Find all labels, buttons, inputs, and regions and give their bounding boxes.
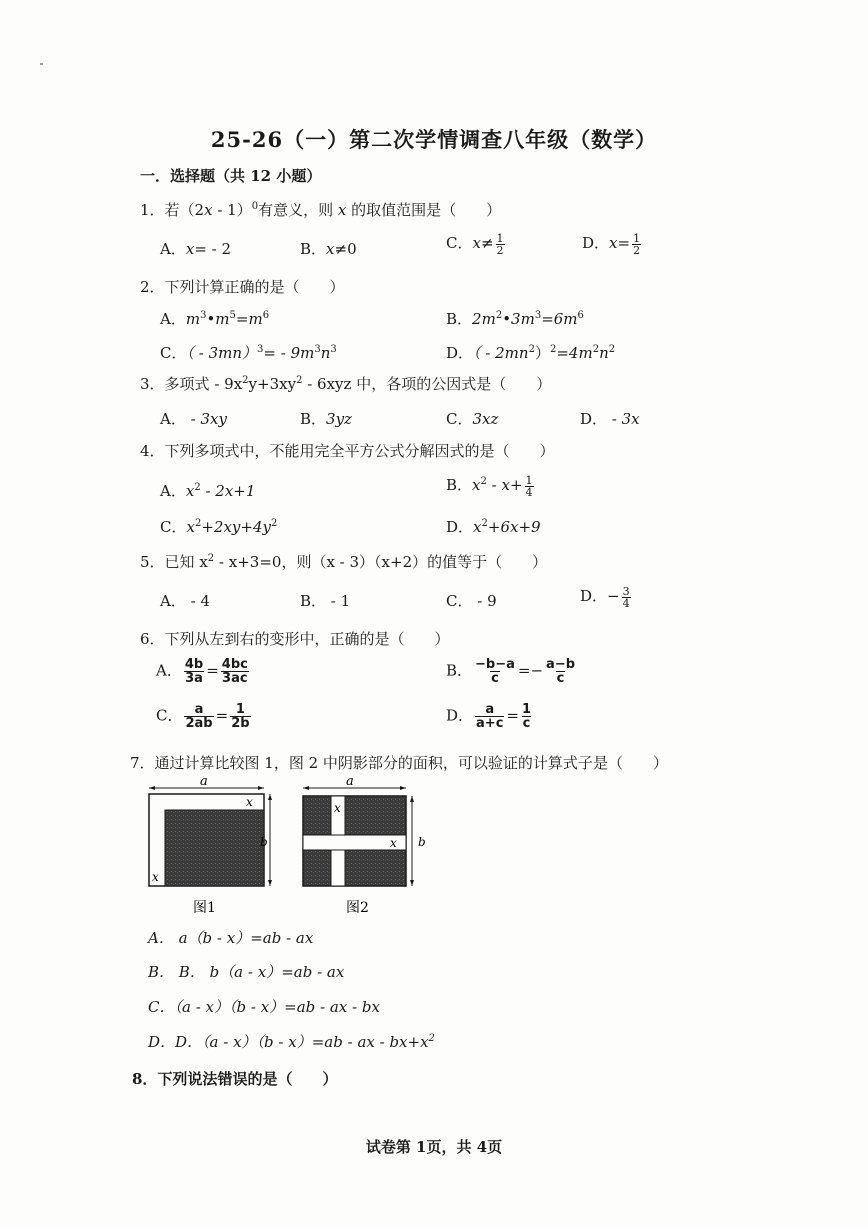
fig2-arrow-right: [400, 786, 406, 790]
fig2-caption: 图2: [346, 900, 369, 916]
q6-option-a[interactable]: A． $\frac{4b}{3a}$ = $\frac{4bc}{3ac}$: [156, 657, 248, 686]
q3-option-d[interactable]: D． - 3x: [580, 410, 640, 428]
q6-option-d[interactable]: D． $\frac{a}{a+c}$ = $\frac{1}{c}$: [446, 702, 532, 731]
fig2-label-a: a: [346, 774, 354, 789]
q3-option-b[interactable]: B．3yz: [300, 410, 352, 428]
figure-2: [298, 774, 434, 920]
question-5: 5．已知 $x^2 - x+3=0$，则（x - 3）（x+2）的值等于（ ）: [140, 553, 548, 571]
q4-option-b[interactable]: B．$x^2 - x+$ $\frac{1}{4}$: [446, 473, 533, 499]
scan-speck: [40, 63, 43, 65]
question-4: 4．下列多项式中，不能用完全平方公式分解因式的是（ ）: [140, 442, 555, 460]
fig2-arrow-left: [303, 786, 309, 790]
q7-option-c[interactable]: C．（a - x）（b - x）=ab - ax - bx: [148, 998, 380, 1016]
question-2: 2．下列计算正确的是（ ）: [140, 278, 345, 296]
exam-title: 25-26（一）第二次学情调查八年级（数学）: [210, 127, 658, 152]
question-8: 8．下列说法错误的是（ ）: [132, 1070, 338, 1088]
question-7: 7．通过计算比较图 1，图 2 中阴影部分的面积，可以验证的计算式子是（ ）: [130, 754, 668, 772]
fig1-arrow-left: [149, 786, 155, 790]
q1-option-c[interactable]: C．x≠ $\frac{1}{2}$: [446, 231, 504, 257]
q4-option-d[interactable]: D．$x^2+6x+9$: [446, 518, 541, 536]
page-footer: 试卷第 1页，共 4页: [365, 1138, 503, 1156]
q5-option-c[interactable]: C． - 9: [446, 592, 497, 610]
fig1-arrow-down: [268, 880, 272, 886]
fig2-label-x-right: x: [390, 836, 397, 850]
q5-option-b[interactable]: B． - 1: [300, 592, 351, 610]
fig1-label-x-left: x: [152, 870, 159, 884]
q6-option-b[interactable]: B． $\frac{-b-a}{c}$ =− $\frac{a-b}{c}$: [446, 657, 576, 686]
q1-option-d[interactable]: D．x= $\frac{1}{2}$: [582, 231, 641, 257]
q4-option-a[interactable]: A．$x^2 - 2x+1$: [160, 482, 256, 500]
fig1-arrow-up: [268, 794, 272, 800]
fig1-label-a: a: [200, 774, 208, 789]
q1-option-a[interactable]: A．x= - 2: [160, 240, 232, 258]
q2-option-c[interactable]: C．（ - $3mn)^3= - 9m^3n^3$: [160, 344, 337, 362]
q2-option-d[interactable]: D．（ - $2mn^2)^2=4m^2n^2$: [446, 344, 616, 362]
q1-option-b[interactable]: B．x≠0: [300, 240, 357, 258]
fig2-arrow-up: [410, 796, 414, 802]
fig1-shaded-rect: [165, 810, 264, 886]
q2-option-b[interactable]: B．$2m^2•3m^3=6m^6$: [446, 310, 584, 328]
q3-option-a[interactable]: A． - 3xy: [160, 410, 227, 428]
fig2-label-b: b: [418, 835, 426, 849]
fig2-arrow-down: [410, 880, 414, 886]
figure-1: [142, 774, 276, 920]
q5-option-d[interactable]: D．− $\frac{3}{4}$: [580, 584, 630, 610]
fig1-caption: 图1: [193, 900, 216, 916]
fig1-label-x-top: x: [246, 795, 253, 809]
q7-option-a[interactable]: A． a（b - x）=ab - ax: [148, 929, 314, 947]
fig1-label-b: b: [260, 835, 268, 849]
q7-option-d[interactable]: D．D．（a - x）（b - x）=ab - ax - $bx+x^2$: [148, 1033, 435, 1051]
fig1-arrow-right: [258, 786, 264, 790]
question-1: 1．若（2x - 1）$^0$有意义，则 x 的取值范围是（ ）: [140, 201, 502, 219]
q6-option-c[interactable]: C． $\frac{a}{2ab}$ = $\frac{1}{2b}$: [156, 702, 250, 731]
q2-option-a[interactable]: A．$m^3•m^5=m^6$: [160, 310, 270, 328]
q4-option-c[interactable]: C．$x^2+2xy+4y^2$: [160, 518, 278, 536]
fig2-label-x-top: x: [334, 801, 341, 815]
fig2-strip-cross: [332, 836, 345, 850]
q7-option-b[interactable]: B． B． b（a - x）=ab - ax: [148, 963, 345, 981]
question-6: 6．下列从左到右的变形中，正确的是（ ）: [140, 630, 450, 648]
q5-option-a[interactable]: A． - 4: [160, 592, 210, 610]
q3-option-c[interactable]: C．3xz: [446, 410, 499, 428]
section-heading: 一．选择题（共 12 小题）: [140, 167, 322, 185]
question-3: 3．多项式 - $9x^2y+3xy^2 - 6xyz$ 中，各项的公因式是（ ）: [140, 375, 552, 393]
